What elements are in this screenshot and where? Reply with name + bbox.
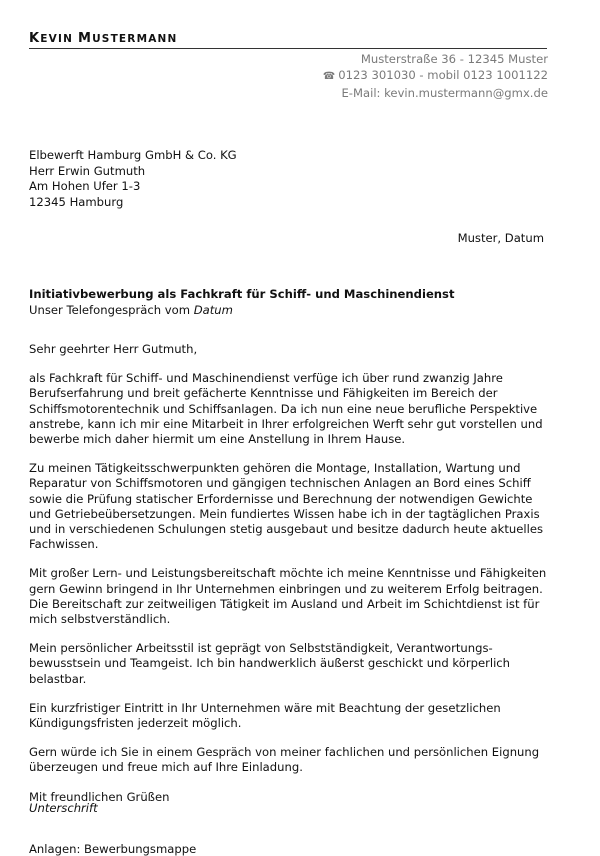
recipient-contact: Herr Erwin Gutmuth <box>29 163 146 178</box>
subject-block <box>29 287 455 318</box>
salutation: Sehr geehrter Herr Gutmuth, <box>29 342 198 356</box>
sender-first-initial: K <box>29 31 41 46</box>
letter-paragraph: Ein kurzfristiger Eintritt in Ihr Unternehmen wäre mit Beachtung der gesetzlichen Kündigungsfristen jederzeit möglich. <box>29 700 501 731</box>
sender-last-rest: USTERMANN <box>92 33 178 45</box>
sender-name <box>29 31 178 46</box>
recipient-company: Elbewerft Hamburg GmbH & Co. KG <box>29 148 237 162</box>
letter-paragraph: Mein persönlicher Arbeitsstil ist geprägt von Selbstständigkeit, Verantwortungs-bewusstsein und Teamgeist. Ich bin handwerklich äußerst geschickt und körperlich belastbar. <box>29 641 511 686</box>
closing: Mit freundlichen Grüßen <box>29 789 170 804</box>
attachment-line: Anlagen: Bewerbungsmappe <box>29 842 197 856</box>
sender-contact-block <box>323 51 548 101</box>
recipient-city: 12345 Hamburg <box>29 194 124 209</box>
sender-phone-line <box>323 67 548 85</box>
sender-last-initial: M <box>77 31 93 46</box>
sender-phone: 0123 301030 - mobil 0123 1001122 <box>338 68 548 82</box>
letter-paragraph: Gern würde ich Sie in einem Gespräch von meiner fachlichen und persönlichen Eignung überzeugen und freue mich auf Ihre Einladung. <box>29 745 540 775</box>
date-line: Muster, Datum <box>457 231 544 245</box>
letter-body <box>29 342 549 819</box>
sender-address: Musterstraße 36 - 12345 Muster <box>360 52 548 66</box>
signature: Unterschrift <box>29 801 98 815</box>
sender-email: E-Mail: kevin.mustermann@gmx.de <box>341 86 548 100</box>
sender-first-rest: EVIN <box>40 33 74 45</box>
subject-reference <box>29 303 455 319</box>
subject-reference-prefix: Unser Telefongespräch vom <box>29 302 194 317</box>
header-divider <box>29 48 547 49</box>
letter-paragraph: als Fachkraft für Schiff- und Maschinendienst verfüge ich über rund zwanzig Jahre Berufserfahrung und breit gefächerte Kenntnisse und Fähigkeiten im Bereich der Schiffsmotorentechnik und Schiffsanlagen. Da ich nun eine neue berufliche Perspektive anstrebe, kann ich mir eine Mitarbeit in Ihrer erfolgreichen Werft sehr gut vorstellen und bewerbe mich daher hiermit um eine Anstellung in Ihrem Hause. <box>29 371 543 447</box>
recipient-address-block <box>29 148 237 210</box>
subject-title: Initiativbewerbung als Fachkraft für Schiff- und Maschinendienst <box>29 287 455 301</box>
subject-reference-date: Datum <box>193 302 233 317</box>
phone-icon: ☎ <box>322 71 336 82</box>
recipient-street: Am Hohen Ufer 1-3 <box>29 179 141 193</box>
letter-paragraph: Zu meinen Tätigkeitsschwerpunkten gehören die Montage, Installation, Wartung und Reparatur von Schiffsmotoren und gängigen technischen Anlagen an Bord eines Schiff sowie die Prüfung statischer Erfordernisse und Berechnung der notwendigen Gewichte und Getriebeübersetzungen. Mein fundiertes Wissen habe ich in der tagtäglichen Praxis und in verschiedenen Schulungen stetig ausgebaut und besitze dadurch heute aktuelles Fachwissen. <box>29 461 543 552</box>
letter-paragraph: Mit großer Lern- und Leistungsbereitschaft möchte ich meine Kenntnisse und Fähigkeiten gern Gewinn bringend in Ihr Unternehmen einbringen und zu weiterem Erfolg beitragen. Die Bereitschaft zur zeitweiligen Tätigkeit im Ausland und Arbeit im Schichtdienst ist für mich selbstverständlich. <box>29 566 547 627</box>
